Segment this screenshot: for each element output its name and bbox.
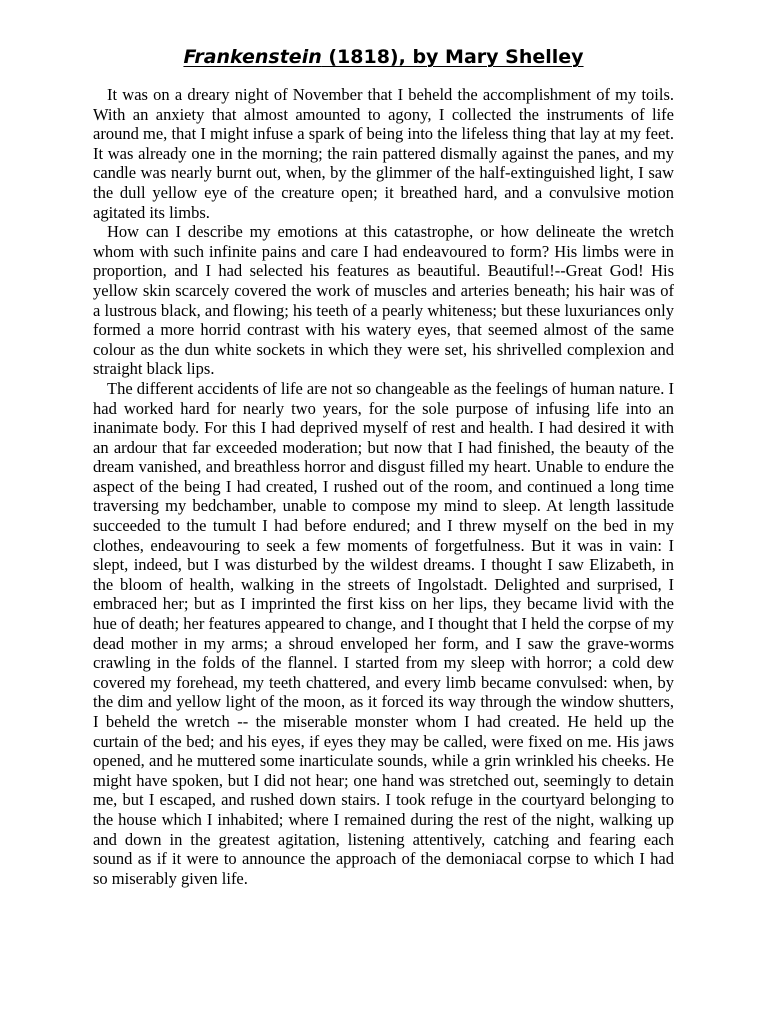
document-title xyxy=(93,44,674,70)
document-page xyxy=(93,44,674,888)
title-rest: (1818), by Mary Shelley xyxy=(321,46,584,68)
paragraph: The different accidents of life are not so changeable as the feelings of human nature. I had worked hard for nearly two years, for the sole purpose of infusing life into an inanimate body. For this I had deprived myself of rest and health. I had desired it with an ardour that far exceeded moderation; but now that I had finished, the beauty of the dream vanished, and breathless horror and disgust filled my heart. Unable to endure the aspect of the being I had created, I rushed out of the room, and continued a long time traversing my bedchamber, unable to compose my mind to sleep. At length lassitude succeeded to the tumult I had before endured; and I threw myself on the bed in my clothes, endeavouring to seek a few moments of forgetfulness. But it was in vain: I slept, indeed, but I was disturbed by the wildest dreams. I thought I saw Elizabeth, in the bloom of health, walking in the streets of Ingolstadt. Delighted and surprised, I embraced her; but as I imprinted the first kiss on her lips, they became livid with the hue of death; her features appeared to change, and I thought that I held the corpse of my dead mother in my arms; a shroud enveloped her form, and I saw the grave-worms crawling in the folds of the flannel. I started from my sleep with horror; a cold dew covered my forehead, my teeth chattered, and every limb became convulsed: when, by the dim and yellow light of the moon, as it forced its way through the window shutters, I beheld the wretch -- the miserable monster whom I had created. He held up the curtain of the bed; and his eyes, if eyes they may be called, were fixed on me. His jaws opened, and he muttered some inarticulate sounds, while a grin wrinkled his cheeks. He might have spoken, but I did not hear; one hand was stretched out, seemingly to detain me, but I escaped, and rushed down stairs. I took refuge in the courtyard belonging to the house which I inhabited; where I remained during the rest of the night, walking up and down in the greatest agitation, listening attentively, catching and fearing each sound as if it were to announce the approach of the demoniacal corpse to which I had so miserably given life. xyxy=(93,378,674,888)
paragraph: How can I describe my emotions at this catastrophe, or how delineate the wretch whom with such infinite pains and care I had endeavoured to form? His limbs were in proportion, and I had selected his features as beautiful. Beautiful!--Great God! His yellow skin scarcely covered the work of muscles and arteries beneath; his hair was of a lustrous black, and flowing; his teeth of a pearly whiteness; but these luxuriances only formed a more horrid contrast with his watery eyes, that seemed almost of the same colour as the dun white sockets in which they were set, his shrivelled complexion and straight black lips. xyxy=(93,222,674,379)
paragraph: It was on a dreary night of November that I beheld the accomplishment of my toils. With an anxiety that almost amounted to agony, I collected the instruments of life around me, that I might infuse a spark of being into the lifeless thing that lay at my feet. It was already one in the morning; the rain pattered dismally against the panes, and my candle was nearly burnt out, when, by the glimmer of the half-extinguished light, I saw the dull yellow eye of the creature open; it breathed hard, and a convulsive motion agitated its limbs. xyxy=(93,85,674,222)
title-work-name: Frankenstein xyxy=(183,46,322,68)
document-body xyxy=(93,85,674,888)
